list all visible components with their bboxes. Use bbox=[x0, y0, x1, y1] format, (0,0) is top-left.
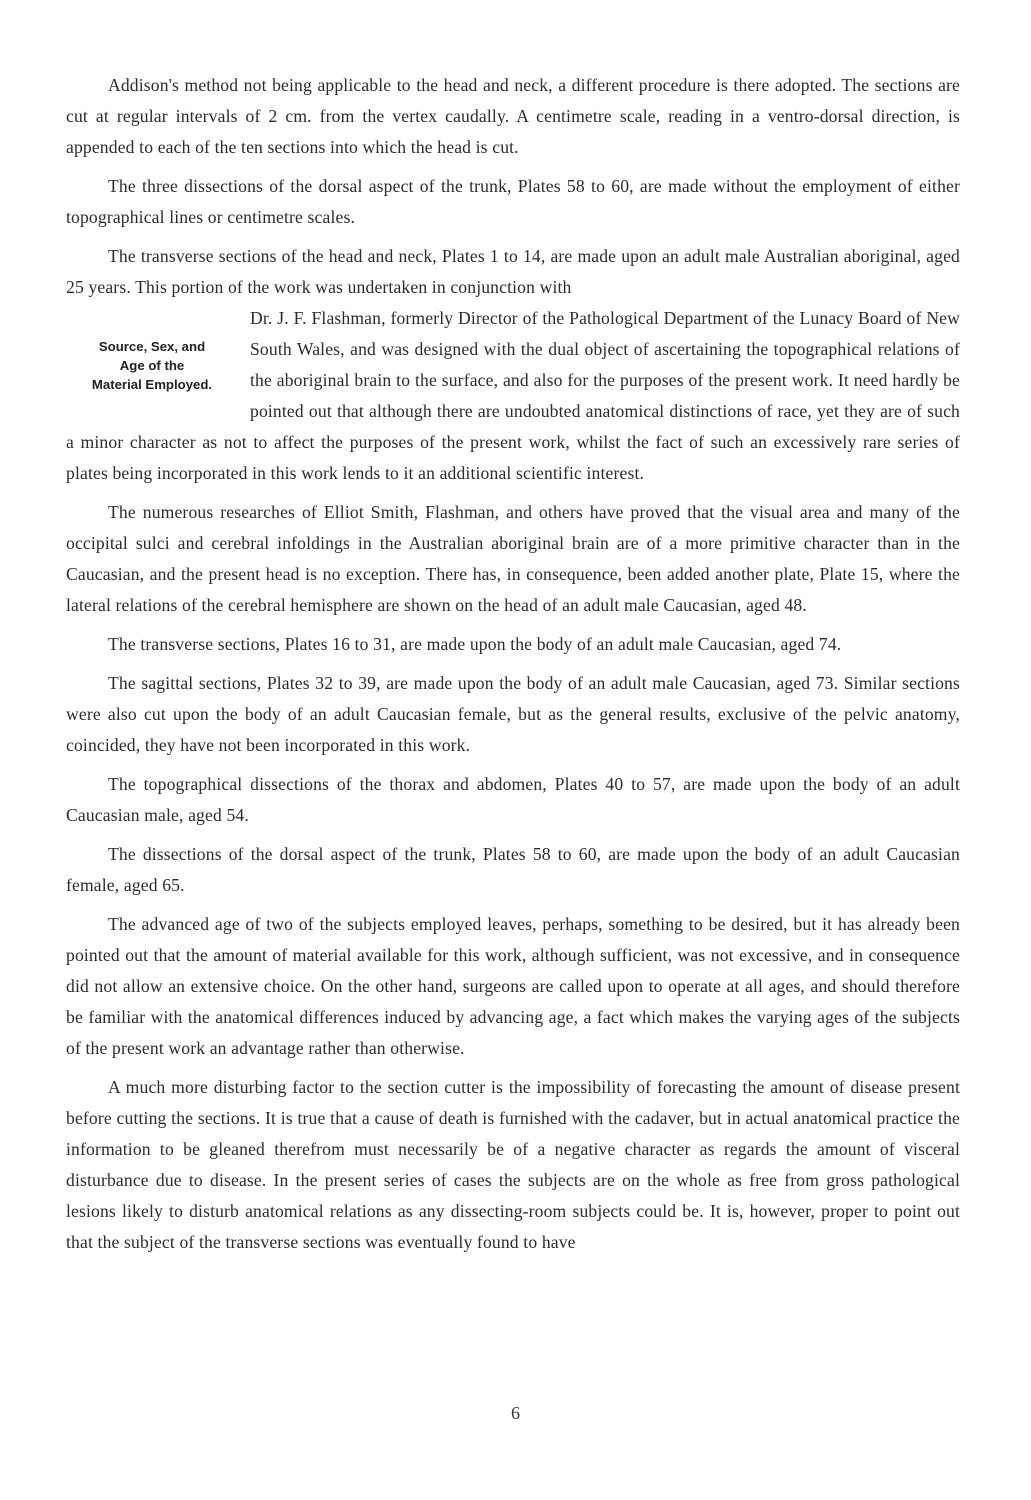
margin-note-line-1: Source, Sex, and bbox=[98, 339, 206, 354]
margin-note-source-sex-age bbox=[66, 337, 238, 394]
paragraph-dorsal-trunk: The dissections of the dorsal aspect of the trunk, Plates 58 to 60, are made upon the body of an adult Caucasian female, aged 65. bbox=[66, 844, 960, 895]
paragraph-advanced-age: The advanced age of two of the subjects employed leaves, perhaps, something to be desired, but it has already been pointed out that the amount of material available for this work, although sufficient, was not excessive, and in consequence did not allow an extensive choice. On the other hand, surgeons are called upon to operate at all ages, and should therefore be familiar with the anatomical differences induced by advancing age, a fact which makes the varying ages of the subjects of the present work an advantage rather than otherwise. bbox=[66, 914, 960, 1058]
paragraph-disease-factor: A much more disturbing factor to the section cutter is the impossibility of forecasting the amount of disease present before cutting the sections. It is true that a cause of death is furnished with the cadaver, but in actual anatomical practice the information to be gleaned therefrom must necessarily be of a negative character as regards the amount of visceral disturbance due to disease. In the present series of cases the subjects are on the whole as free from gross pathological lesions likely to disturb anatomical relations as any dissecting-room subjects could be. It is, however, proper to point out that the subject of the transverse sections was eventually found to have bbox=[66, 1077, 960, 1252]
paragraph-sagittal-sections: The sagittal sections, Plates 32 to 39, are made upon the body of an adult male Caucasian, aged 73. Similar sections were also cut upon the body of an adult Caucasian female, but as the general results, exclusive of the pelvic anatomy, coincided, they have not been incorporated in this work. bbox=[66, 673, 960, 755]
paragraph-flashman: Dr. J. F. Flashman, formerly Director of the Pathological Department of the Lunacy Board of New South Wales, and was designed with the dual object of ascertaining the topographical relations of the aboriginal brain to the surface, and also for the purposes of the present work. It need hardly be pointed out that although there are undoubted anatomical distinctions of race, yet they are of such a minor character as not to affect the purposes of the present work, whilst the fact of such an excessively rare series of plates being incorporated in this work lends to it an additional scientific interest. bbox=[66, 308, 960, 483]
margin-note-line-2: Age of the bbox=[119, 358, 185, 373]
margin-note-line-3: Material Employed. bbox=[91, 377, 213, 392]
paragraph-transverse-sections: The transverse sections, Plates 16 to 31, are made upon the body of an adult male Caucasian, aged 74. bbox=[108, 634, 842, 654]
page-body bbox=[66, 70, 960, 1266]
paragraph-source-continuation-block bbox=[66, 303, 960, 489]
paragraph-head-neck-sections: The transverse sections of the head and neck, Plates 1 to 14, are made upon an adult male Australian aboriginal, aged 25 years. This portion of the work was undertaken in conjunction with bbox=[66, 246, 960, 297]
page-number: 6 bbox=[511, 1403, 520, 1423]
paragraph-dorsal-dissections: The three dissections of the dorsal aspect of the trunk, Plates 58 to 60, are made without the employment of either topographical lines or centimetre scales. bbox=[66, 176, 960, 227]
paragraph-method: Addison's method not being applicable to the head and neck, a different procedure is there adopted. The sections are cut at regular intervals of 2 cm. from the vertex caudally. A centimetre scale, reading in a ventro-dorsal direction, is appended to each of the ten sections into which the head is cut. bbox=[66, 75, 960, 157]
paragraph-aboriginal-brain: The numerous researches of Elliot Smith, Flashman, and others have proved that the visual area and many of the occipital sulci and cerebral infoldings in the Australian aboriginal brain are of a more primitive character than in the Caucasian, and the present head is no exception. There has, in consequence, been added another plate, Plate 15, where the lateral relations of the cerebral hemisphere are shown on the head of an adult male Caucasian, aged 48. bbox=[66, 502, 960, 615]
paragraph-thorax-abdomen: The topographical dissections of the thorax and abdomen, Plates 40 to 57, are made upon the body of an adult Caucasian male, aged 54. bbox=[66, 774, 960, 825]
